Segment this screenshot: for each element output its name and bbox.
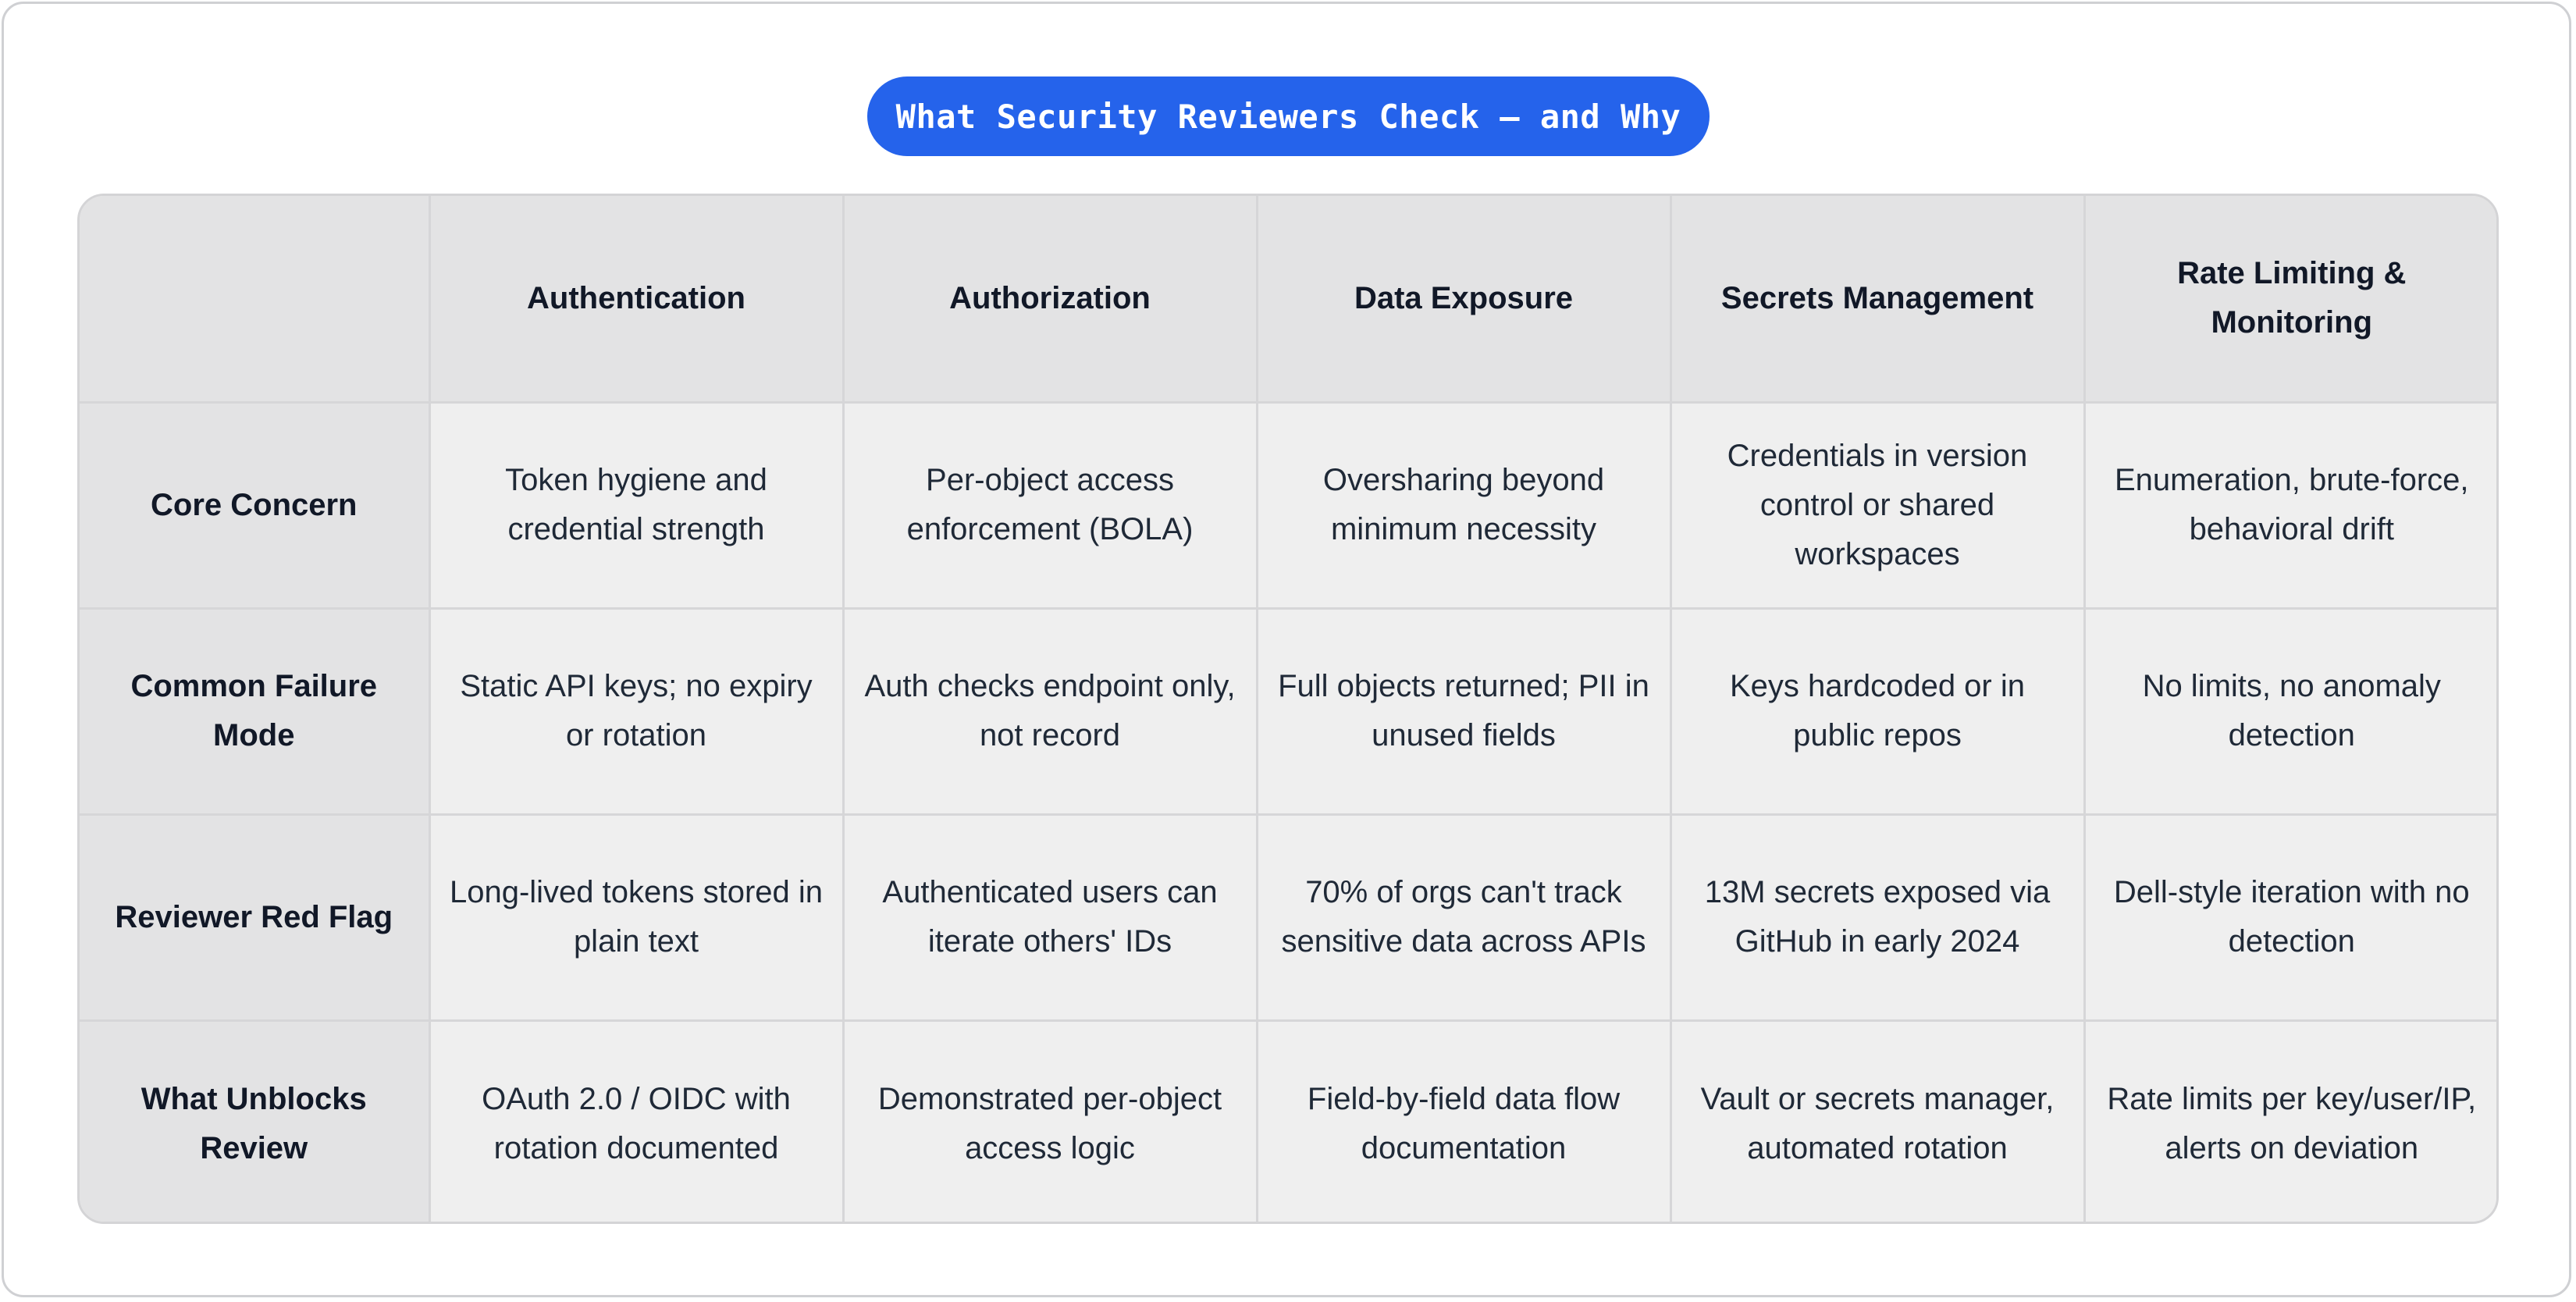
table-cell: 13M secrets exposed via GitHub in early 2024: [1670, 814, 2084, 1020]
table-cell: Keys hardcoded or in public repos: [1670, 608, 2084, 814]
table-cell: Vault or secrets manager, automated rotation: [1670, 1020, 2084, 1224]
row-header: Common Failure Mode: [80, 608, 429, 814]
row-header: What Unblocks Review: [80, 1020, 429, 1224]
table-row: [80, 1020, 2498, 1224]
table-cell: Per-object access enforcement (BOLA): [843, 402, 1257, 608]
table-cell: Long-lived tokens stored in plain text: [429, 814, 843, 1020]
table-cell: Dell-style iteration with no detection: [2084, 814, 2498, 1020]
column-header: Authorization: [843, 196, 1257, 402]
column-header: Rate Limiting & Monitoring: [2084, 196, 2498, 402]
table-row: [80, 814, 2498, 1020]
table-cell: Static API keys; no expiry or rotation: [429, 608, 843, 814]
comparison-table: [77, 194, 2499, 1224]
page-title: What Security Reviewers Check — and Why: [867, 76, 1710, 156]
review-matrix: [80, 196, 2498, 1224]
table-cell: Enumeration, brute-force, behavioral drift: [2084, 402, 2498, 608]
column-header: Authentication: [429, 196, 843, 402]
table-cell: Rate limits per key/user/IP, alerts on deviation: [2084, 1020, 2498, 1224]
table-cell: Authenticated users can iterate others' IDs: [843, 814, 1257, 1020]
row-header: Reviewer Red Flag: [80, 814, 429, 1020]
table-cell: Auth checks endpoint only, not record: [843, 608, 1257, 814]
table-corner-cell: [80, 196, 429, 402]
table-row: [80, 402, 2498, 608]
table-cell: Full objects returned; PII in unused fields: [1257, 608, 1670, 814]
table-cell: Token hygiene and credential strength: [429, 402, 843, 608]
table-cell: No limits, no anomaly detection: [2084, 608, 2498, 814]
table-cell: Demonstrated per-object access logic: [843, 1020, 1257, 1224]
column-header: Secrets Management: [1670, 196, 2084, 402]
table-cell: OAuth 2.0 / OIDC with rotation documented: [429, 1020, 843, 1224]
table-cell: Field-by-field data flow documentation: [1257, 1020, 1670, 1224]
table-header-row: [80, 196, 2498, 402]
table-row: [80, 608, 2498, 814]
table-cell: 70% of orgs can't track sensitive data across APIs: [1257, 814, 1670, 1020]
column-header: Data Exposure: [1257, 196, 1670, 402]
table-cell: Oversharing beyond minimum necessity: [1257, 402, 1670, 608]
table-cell: Credentials in version control or shared workspaces: [1670, 402, 2084, 608]
row-header: Core Concern: [80, 402, 429, 608]
